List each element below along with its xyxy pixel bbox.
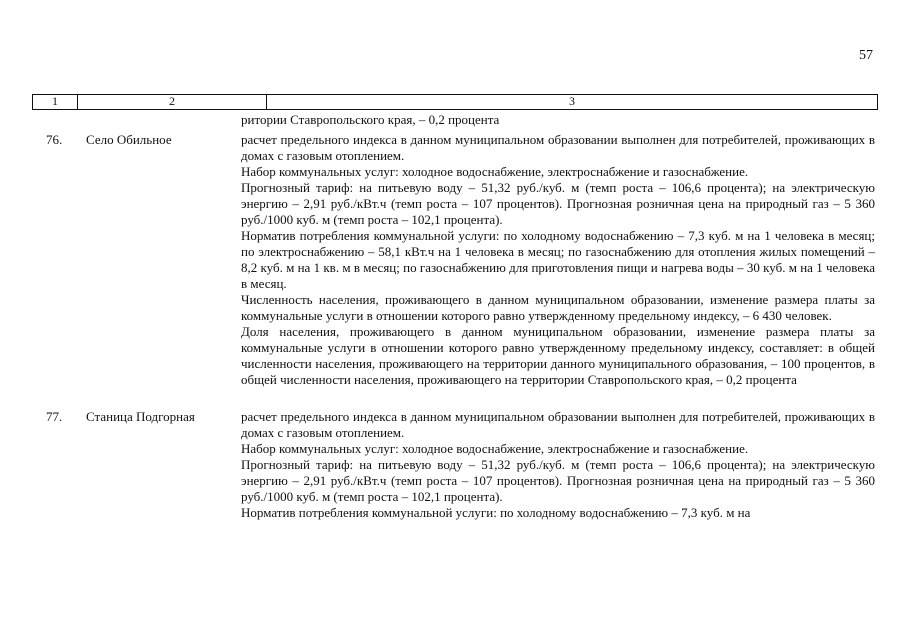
row-paragraph: Прогнозный тариф: на питьевую воду – 51,32 руб./куб. м (темп роста – 106,6 процента); на электрическую энергию – 2,91 руб./кВт.ч (темп роста – 107 процентов). Прогнозная розничная цена на природный газ – 5 360 руб./1000 куб. м (темп роста – 102,1 процента). xyxy=(241,180,875,227)
row-paragraph: Численность населения, проживающего в данном муниципальном образовании, изменение размера платы за коммунальные услуги в отношении которого равно утвержденному предельному индексу, – 6 430 человек. xyxy=(241,292,875,323)
row-place: Село Обильное xyxy=(86,132,172,147)
row-paragraph: Набор коммунальных услуг: холодное водоснабжение, электроснабжение и газоснабжение. xyxy=(241,441,749,456)
continuation-row xyxy=(0,112,905,128)
row-paragraph: расчет предельного индекса в данном муниципальном образовании выполнен для потребителей, проживающих в домах с газовым отоплением. xyxy=(241,132,875,163)
row-place: Станица Подгорная xyxy=(86,409,195,424)
row-paragraph: Доля населения, проживающего в данном муниципальном образовании, изменение размера платы за коммунальные услуги в отношении которого равно утвержденному предельному индексу, составляет: в общей численности населения, проживающего на территории данного муниципального образования, – 100 процентов, в общей численности населения, проживающего на территории Ставропольского края, – 0,2 процента xyxy=(241,324,875,387)
row-paragraph: Норматив потребления коммунальной услуги: по холодному водоснабжению – 7,3 куб. м на xyxy=(241,505,751,520)
row-paragraph: расчет предельного индекса в данном муниципальном образовании выполнен для потребителей, проживающих в домах с газовым отоплением. xyxy=(241,409,875,440)
row-paragraph: Прогнозный тариф: на питьевую воду – 51,32 руб./куб. м (темп роста – 106,6 процента); на электрическую энергию – 2,91 руб./кВт.ч (темп роста – 107 процентов). Прогнозная розничная цена на природный газ – 5 360 руб./1000 куб. м (темп роста – 102,1 процента). xyxy=(241,457,875,504)
header-col-1: 1 xyxy=(33,95,78,109)
row-paragraph: Норматив потребления коммунальной услуги: по холодному водоснабжению – 7,3 куб. м на 1 человека в месяц; по электроснабжению – 58,1 кВт.ч на 1 человека в месяц; по газоснабжению для отопления жилых помещений – 8,2 куб. м на 1 кв. м в месяц; по газоснабжению для приготовления пищи и нагрева воды – 30 куб. м на 1 человека в месяц. xyxy=(241,228,875,291)
row-number: 77. xyxy=(46,409,63,424)
page-number: 57 xyxy=(859,48,873,63)
row-number: 76. xyxy=(46,132,63,147)
continuation-text: ритории Ставропольского края, – 0,2 процента xyxy=(241,112,500,127)
header-col-3: 3 xyxy=(569,94,575,108)
header-col-2: 2 xyxy=(78,95,267,109)
table-body xyxy=(0,112,905,521)
table-header xyxy=(32,94,878,110)
row-paragraph: Набор коммунальных услуг: холодное водоснабжение, электроснабжение и газоснабжение. xyxy=(241,164,749,179)
table-row xyxy=(0,132,905,388)
table-row xyxy=(0,409,905,521)
